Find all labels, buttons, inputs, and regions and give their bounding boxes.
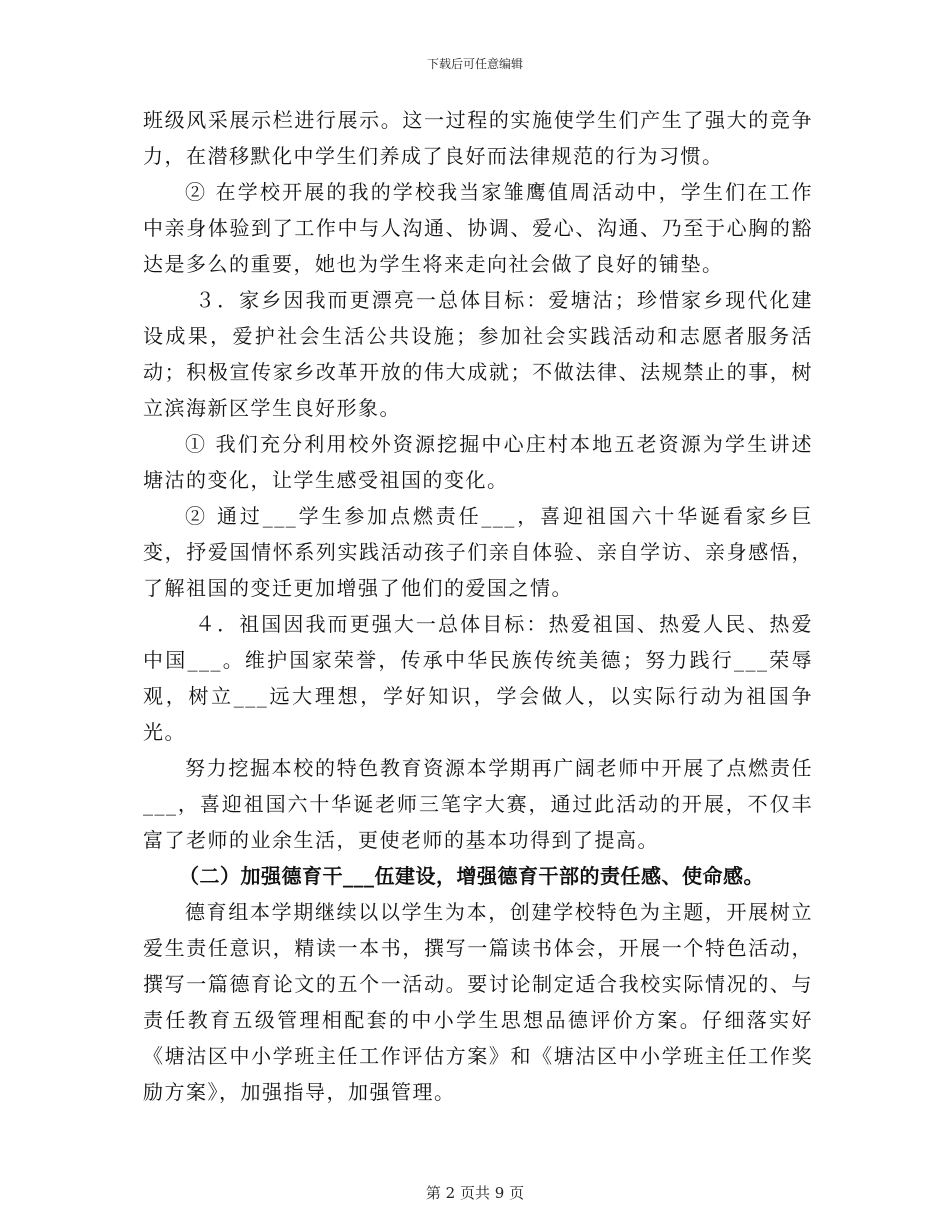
paragraph-teacher-calligraphy: 努力挖掘本校的特色教育资源本学期再广阔老师中开展了点燃责任___，喜迎祖国六十华诞老师三笔字大赛，通过此活动的开展，不仅丰富了老师的业余生活，更使老师的基本功得到了提高。 xyxy=(143,756,813,852)
document-body xyxy=(143,102,813,1110)
page-header: 下载后可任意编辑 xyxy=(426,57,523,71)
section-heading-2: （二）加强德育干___伍建设，增强德育干部的责任感、使命感。 xyxy=(179,864,764,888)
paragraph-item-1-elders: ① 我们充分利用校外资源挖掘中心庄村本地五老资源为学生讲述塘沽的变化，让学生感受祖国的变化。 xyxy=(143,432,813,492)
paragraph-moral-education-group: 德育组本学期继续以以学生为本，创建学校特色为主题，开展树立爱生责任意识，精读一本书，撰写一篇读书体会，开展一个特色活动，撰写一篇德育论文的五个一活动。要讨论制定适合我校实际情况的、与责任教育五级管理相配套的中小学生思想品德评价方案。仔细落实好《塘沽区中小学班主任工作评估方案》和《塘沽区中小学班主任工作奖励方案》，加强指导，加强管理。 xyxy=(143,900,813,1104)
paragraph-continuation: 班级风采展示栏进行展示。这一过程的实施使学生们产生了强大的竞争力，在潜移默化中学生们养成了良好而法律规范的行为习惯。 xyxy=(143,108,813,168)
paragraph-section-3-hometown: ３．家乡因我而更漂亮一总体目标：爱塘沽；珍惜家乡现代化建设成果，爱护社会生活公共设施；参加社会实践活动和志愿者服务活动；积极宣传家乡改革开放的伟大成就；不做法律、法规禁止的事，树立滨海新区学生良好形象。 xyxy=(143,288,813,420)
paragraph-section-4-motherland: ４．祖国因我而更强大一总体目标：热爱祖国、热爱人民、热爱中国___。维护国家荣誉，传承中华民族传统美德；努力践行___荣辱观，树立___远大理想，学好知识，学会做人，以实际行动为祖国争光。 xyxy=(143,612,813,744)
paragraph-item-2-patriotism: ② 通过___学生参加点燃责任___，喜迎祖国六十华诞看家乡巨变，抒爱国情怀系列实践活动孩子们亲自体验、亲自学访、亲身感悟，了解祖国的变迁更加增强了他们的爱国之情。 xyxy=(143,504,813,600)
paragraph-item-2-duty-week: ② 在学校开展的我的学校我当家雏鹰值周活动中，学生们在工作中亲身体验到了工作中与人沟通、协调、爱心、沟通、乃至于心胸的豁达是多么的重要，她也为学生将来走向社会做了良好的铺垫。 xyxy=(143,180,813,276)
page-footer: 第 2 页共 9 页 xyxy=(425,1184,525,1202)
